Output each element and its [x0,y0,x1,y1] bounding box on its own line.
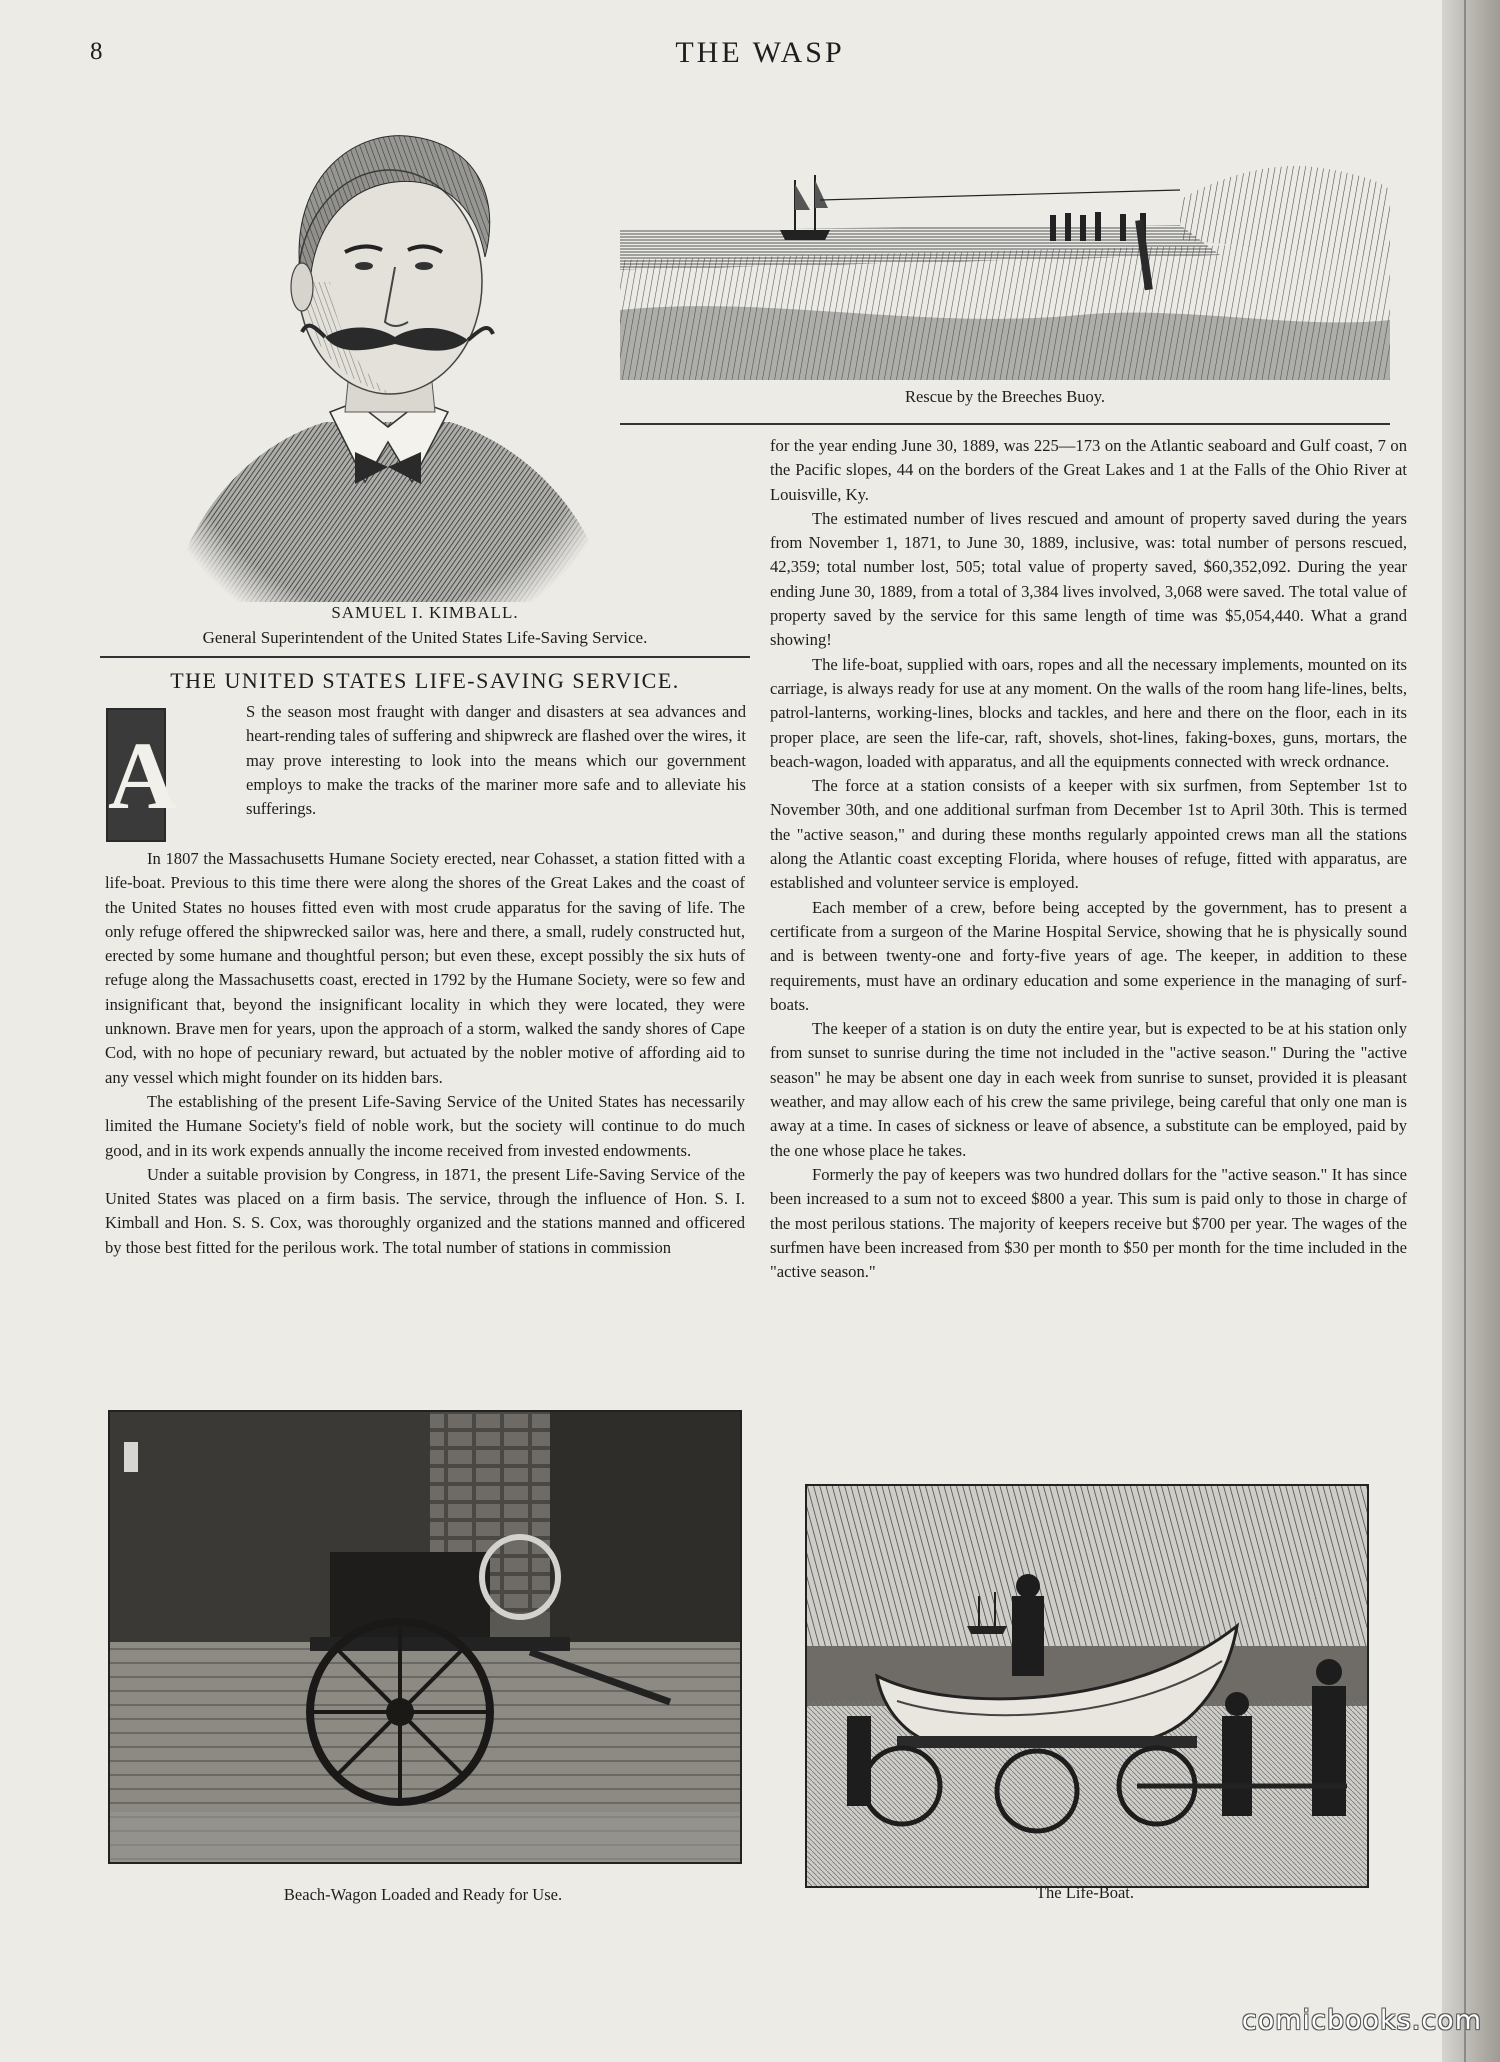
left-paragraph: The establishing of the present Life-Saving Service of the United States has necessarily limited the Humane Society's field of noble work, but the society will continue to do much good, and in its work expends annually the income received from invested endowments. [105,1091,745,1160]
right-column [770,434,1407,1284]
breeches-buoy-engraving [620,80,1390,380]
breeches-buoy-caption: Rescue by the Breeches Buoy. [904,387,1106,406]
beach-wagon-caption: Beach-Wagon Loaded and Ready for Use. [283,1885,563,1904]
right-paragraph: Formerly the pay of keepers was two hundred dollars for the "active season." It has since been increased to a sum not to exceed $800 a year. This sum is paid only to those in charge of the most perilous stations. The majority of keepers receive but $700 per year. The wages of the surfmen have been increased from $30 per month to $50 per month for the time included in the "active season." [770,1164,1407,1282]
top-right-rule [620,423,1390,425]
page-fold-line [1464,0,1466,2062]
left-paragraph: Under a suitable provision by Congress, in 1871, the present Life-Saving Service of the United States was placed on a firm basis. The service, through the influence of Hon. S. I. Kimball and Hon. S. S. Cox, was thoroughly organized and the stations manned and officered by those best fitted for the perilous work. The total number of stations in commission [105,1164,745,1257]
portrait-name: SAMUEL I. KIMBALL. [331,603,519,622]
life-boat-engraving-icon [807,1486,1367,1886]
right-paragraph: The life-boat, supplied with oars, ropes and all the necessary implements, mounted on its carriage, is always ready for use at any moment. On the walls of the room hang life-lines, belts, patrol-lanterns, working-lines, blocks and tackles, and here and there on the floor, each in its proper place, are seen the life-car, raft, shovels, shot-lines, faking-boxes, guns, mortars, the beach-wagon, loaded with apparatus, and all the equipments connected with wreck ordnance. [770,654,1407,771]
coastal-rescue-engraving-icon [620,80,1390,380]
article-lead: S the season most fraught with danger and disasters at sea advances and heart-rending tales of suffering and shipwreck are flashed over the wires, it may prove interesting to look into the means which our government employs to make the tracks of the mariner more safe and to alleviate his sufferings. [246,702,746,819]
portrait-subtitle: General Superintendent of the United States Life-Saving Service. [202,628,648,647]
left-paragraph: In 1807 the Massachusetts Humane Society erected, near Cohasset, a station fitted with a life-boat. Previous to this time there were along the shores of the Great Lakes and the coast of the United States no houses fitted even with most crude apparatus for the saving of life. The only refuge offered the shipwrecked sailor was, here and there, a small, rudely constructed hut, erected by some humane and thoughtful person; but even these, except possibly the six huts of refuge along the Massachusetts coast, erected in 1792 by the Humane Society, were so few and insignificant that, beyond the insignificant locality in which they were located, they were unknown. Brave men for years, upon the approach of a storm, walked the sandy shores of Cape Cod, with no hope of pecuniary reward, but actuated by the nobler motive of affording aid to any vessel which might founder on its hidden bars. [105,849,745,1087]
right-paragraph: Each member of a crew, before being accepted by the government, has to present a certificate from a surgeon of the Marine Hospital Service, showing that he is physically sound and is between twenty-one and forty-five years of age. The keeper, in addition to these requirements, must have an ordinary education and some experience in the managing of surf-boats. [770,897,1407,1014]
portrait-engraving [150,82,620,602]
engraved-portrait-icon [150,82,620,602]
page-number: 8 [90,38,103,65]
right-paragraph: The estimated number of lives rescued and amount of property saved during the years from November 1, 1871, to June 30, 1889, inclusive, was: total number of persons rescued, 42,359; total number lost, 505; total value of property saved, $60,352,092. During the year ending June 30, 1889, from a total of 3,384 lives involved, 3,068 were saved. The total value of property saved by the service for this same length of time was $5,054,440. What a grand showing! [770,508,1407,650]
watermark-logo[interactable]: comicbooks.com [1241,2005,1482,2036]
life-boat-caption: The Life-Boat. [1035,1883,1135,1902]
beach-wagon-photo [108,1410,742,1864]
right-paragraph: The keeper of a station is on duty the entire year, but is expected to be at his station only from sunset to sunrise during the time not included in the "active season." During the "active season" he may be absent one day in each week from sunrise to sunset, provided it is pleasant weather, and may allow each of his crew the same privilege, being careful that only one man is away at a time. In cases of sickness or leave of absence, a substitute can be employed, paid by the one whose place he takes. [770,1019,1407,1160]
right-paragraph: The force at a station consists of a keeper with six surfmen, from September 1st to November 30th, and one additional surfman from December 1st to April 30th. This is termed the "active season," and during these months regularly appointed crews man all the stations along the Atlantic coast excepting Florida, where houses of refuge, fitted with apparatus, are established and volunteer service is employed. [770,776,1407,893]
left-column [105,847,745,1260]
drop-cap-letter: A [108,722,178,829]
article-headline: THE UNITED STATES LIFE-SAVING SERVICE. [170,668,680,693]
portrait-rule [100,656,750,658]
beach-wagon-photograph-icon [110,1412,740,1862]
page-edge-shadow [1442,0,1500,2062]
right-continuation: for the year ending June 30, 1889, was 225—173 on the Atlantic seaboard and Gulf coast, 7 on the Pacific slopes, 44 on the borders of the Great Lakes and 1 at the Falls of the Ohio River at Louisville, Ky. [770,436,1407,504]
life-boat-engraving [805,1484,1369,1888]
drop-cap-ornament [106,708,178,842]
masthead-title: THE WASP [675,36,845,69]
